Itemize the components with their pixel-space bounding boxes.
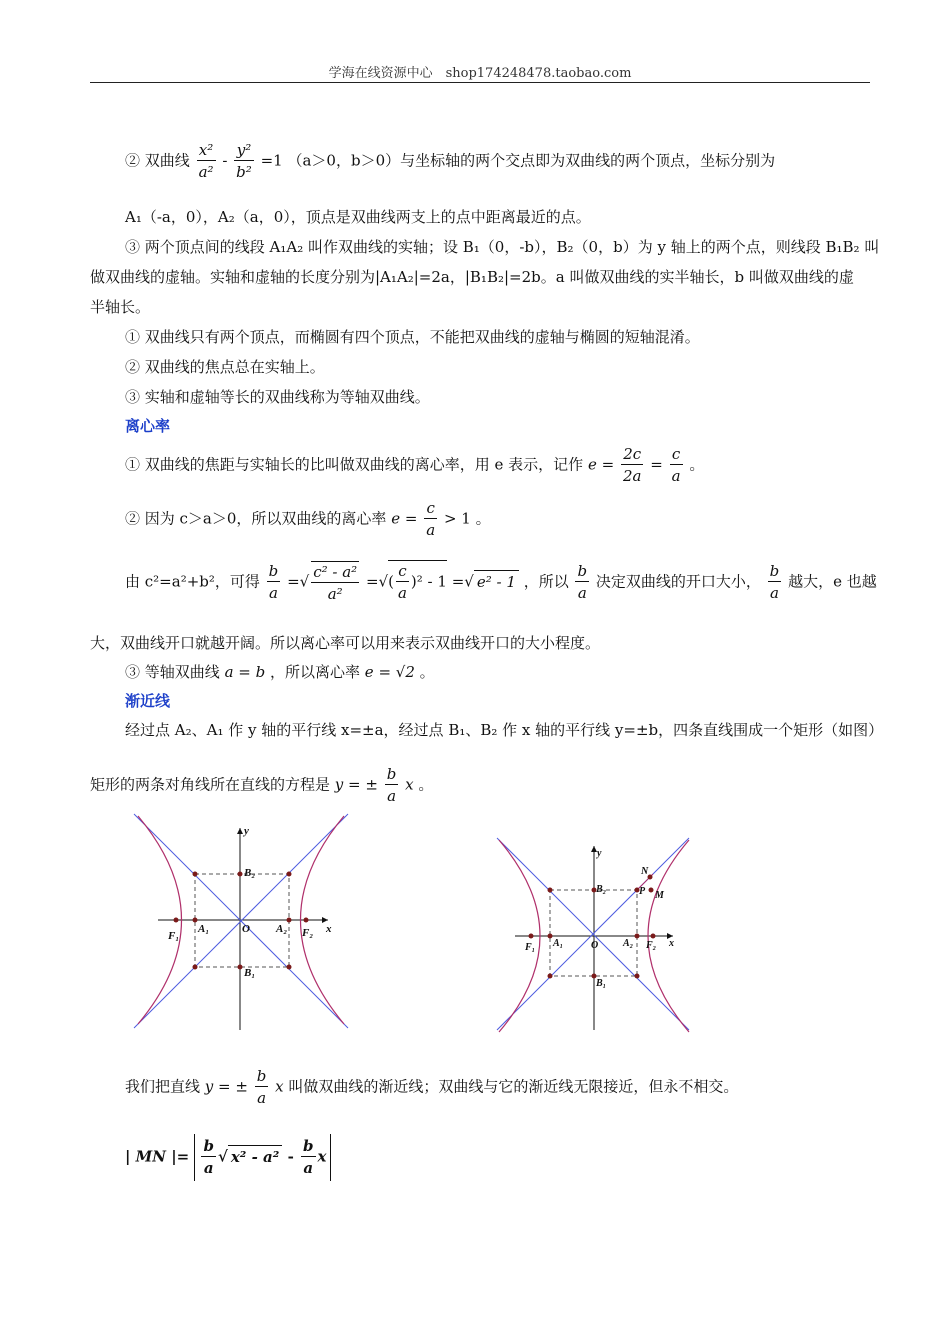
- line-equilateral: [125, 661, 435, 683]
- line-opening: 大，双曲线开口就越开阔。所以离心率可以用来表示双曲线开口的大小程度。: [90, 634, 601, 652]
- label-P: P: [639, 886, 646, 897]
- frac-b-a: $\frac{b}{a}$: [256, 1067, 267, 1107]
- x: x: [405, 775, 414, 794]
- frac-c2a2-a2: $\frac{\text{c² - a²}}{\text{a²}}$: [313, 562, 358, 603]
- gt1: > 1: [443, 509, 471, 528]
- hyperbola-figure-2: [493, 830, 693, 1035]
- text: 。: [475, 509, 491, 528]
- note-1: ① 双曲线只有两个顶点，而椭圆有四个顶点，不能把双曲线的虚轴与椭圆的短轴混淆。: [125, 328, 700, 346]
- label-B1: B₁: [244, 967, 256, 979]
- header-rule: [90, 82, 870, 83]
- frac-c-a: $\frac{c}{a}$: [426, 499, 436, 539]
- sqrt-ratio: ( $\frac{c}{a}$ )² - 1: [388, 562, 447, 602]
- label-B2: B₂: [244, 867, 256, 879]
- frac-b-a: $\frac{b}{a}$: [577, 562, 588, 602]
- eq: =: [287, 572, 300, 591]
- heading-eccentricity: 离心率: [125, 417, 171, 435]
- text: 我们把直线: [125, 1077, 201, 1096]
- label-x: x: [326, 923, 332, 935]
- frac-b-a: $\frac{b}{a}$: [386, 765, 397, 805]
- heading-asymptote: 渐近线: [125, 692, 171, 710]
- text: 由 c²=a²+b²，可得: [125, 572, 260, 591]
- label-F1: F₁: [525, 942, 536, 953]
- label-B1: B₁: [596, 978, 607, 989]
- eq: =: [650, 455, 663, 474]
- line-asymptote-def: [125, 1066, 738, 1109]
- line-imag-axis: 做双曲线的虚轴。实轴和虚轴的长度分别为|A₁A₂|=2a，|B₁B₂|=2b。a 叫做双曲线的实半轴长，b 叫做双曲线的虚: [90, 268, 854, 286]
- label-A2: A₂: [623, 938, 634, 949]
- label-F1: F₁: [168, 930, 180, 942]
- label-O: O: [242, 923, 250, 935]
- text: ② 双曲线: [125, 151, 190, 170]
- text: 越大，e 也越: [788, 572, 877, 591]
- eq1: =1: [260, 151, 283, 170]
- text: 矩形的两条对角线所在直线的方程是: [90, 775, 331, 794]
- eq: =: [451, 572, 465, 591]
- line-ecc-def: [125, 444, 704, 487]
- text: ，所以: [523, 572, 569, 591]
- line-vertex-intro: [125, 140, 775, 183]
- text: 。: [419, 663, 435, 681]
- label-F2: F₂: [646, 940, 657, 951]
- text: 决定双曲线的开口大小，: [595, 572, 761, 591]
- line-mn-formula: [125, 1134, 331, 1181]
- text: 叫做双曲线的渐近线；双曲线与它的渐近线无限接近，但永不相交。: [288, 1077, 739, 1096]
- line-vertex-coords: A₁（-a，0），A₂（a，0），顶点是双曲线两支上的点中距离最近的点。: [125, 208, 591, 226]
- frac-b-a: $\frac{b}{a}$: [203, 1137, 214, 1177]
- frac-2c-2a: $\frac{2c}{2a}$: [622, 445, 642, 485]
- e-sqrt2: e = √2: [364, 663, 415, 681]
- label-B2: B₂: [596, 884, 607, 895]
- line-half-axis: 半轴长。: [90, 298, 151, 316]
- frac-x2-a2: $\frac{\text{x²}}{\text{a²}}$: [198, 141, 214, 181]
- eq: =: [365, 572, 379, 591]
- x: x: [317, 1147, 327, 1166]
- e-eq: e =: [391, 509, 418, 528]
- label-F2: F₂: [302, 927, 314, 939]
- line-rectangle: 经过点 A₂、A₁ 作 y 轴的平行线 x=±a，经过点 B₁、B₂ 作 x 轴的平行线 y=±b，四条直线围成一个矩形（如图）: [125, 721, 884, 739]
- text: 。: [418, 775, 434, 794]
- a-eq-b: a = b: [224, 663, 266, 681]
- line-ba-derivation: 由 c²=a²+b²，可得 $\frac{b}{a}$ =√ $\frac{\text{c² - a²}}{\text{a²}}$ =√( $\frac{c}{a}$ )² - 1 =√ e² - 1 ，所以 $\frac{b}{a}$ 决定双曲线的开口大小， $\frac{b}{a}$ 越大，e 也越: [125, 562, 877, 603]
- page-header: 学海在线资源中心 shop174248478.taobao.com: [328, 66, 632, 81]
- label-O: O: [591, 940, 599, 951]
- text: 。: [689, 455, 705, 474]
- frac-c-a: $\frac{c}{a}$: [671, 445, 681, 485]
- mn: | MN |=: [125, 1147, 190, 1166]
- text: （a＞0，b＞0）与坐标轴的两个交点即为双曲线的两个顶点，坐标分别为: [287, 151, 776, 170]
- hyperbola-figure-1: [130, 810, 352, 1032]
- text: ② 因为 c＞a＞0，所以双曲线的离心率: [125, 509, 387, 528]
- note-3: ③ 实轴和虚轴等长的双曲线称为等轴双曲线。: [125, 388, 430, 406]
- frac-y2-b2: $\frac{\text{y²}}{\text{b²}}$: [236, 141, 252, 181]
- note-2: ② 双曲线的焦点总在实轴上。: [125, 358, 325, 376]
- y-pm: y = ±: [204, 1077, 248, 1096]
- label-x: x: [669, 938, 674, 949]
- text: ，所以离心率: [270, 663, 361, 681]
- frac-b-a: $\frac{b}{a}$: [303, 1137, 314, 1177]
- label-A1: A₁: [198, 923, 210, 935]
- line-real-axis: ③ 两个顶点间的线段 A₁A₂ 叫作双曲线的实轴；设 B₁（0，-b），B₂（0，b）为 y 轴上的两个点，则线段 B₁B₂ 叫: [125, 238, 880, 256]
- abs-value: $\frac{b}{a}$ √ x² - a² - $\frac{b}{a}$ x: [194, 1134, 331, 1181]
- label-M: M: [655, 890, 664, 901]
- text: ① 双曲线的焦距与实轴长的比叫做双曲线的离心率，用 e 表示，记作: [125, 455, 584, 474]
- line-diagonal: [90, 764, 433, 807]
- label-A2: A₂: [276, 923, 288, 935]
- line-ecc-gt1: [125, 498, 491, 541]
- label-y: y: [244, 825, 249, 837]
- label-N: N: [641, 866, 649, 877]
- text: ③ 等轴双曲线: [125, 663, 220, 681]
- sqrt-e2-1: e² - 1: [474, 570, 519, 593]
- y-pm: y = ±: [334, 775, 378, 794]
- x: x: [275, 1077, 284, 1096]
- minus: -: [287, 1147, 294, 1166]
- frac-b-a: $\frac{b}{a}$: [769, 562, 780, 602]
- label-y: y: [597, 848, 602, 859]
- sqrt-x2a2: x² - a²: [228, 1145, 282, 1168]
- e-eq: e =: [587, 455, 615, 474]
- frac-b-a: $\frac{b}{a}$: [268, 562, 279, 602]
- minus: -: [222, 151, 228, 170]
- frac-c-a: $\frac{c}{a}$: [397, 562, 407, 602]
- label-A1: A₁: [553, 938, 564, 949]
